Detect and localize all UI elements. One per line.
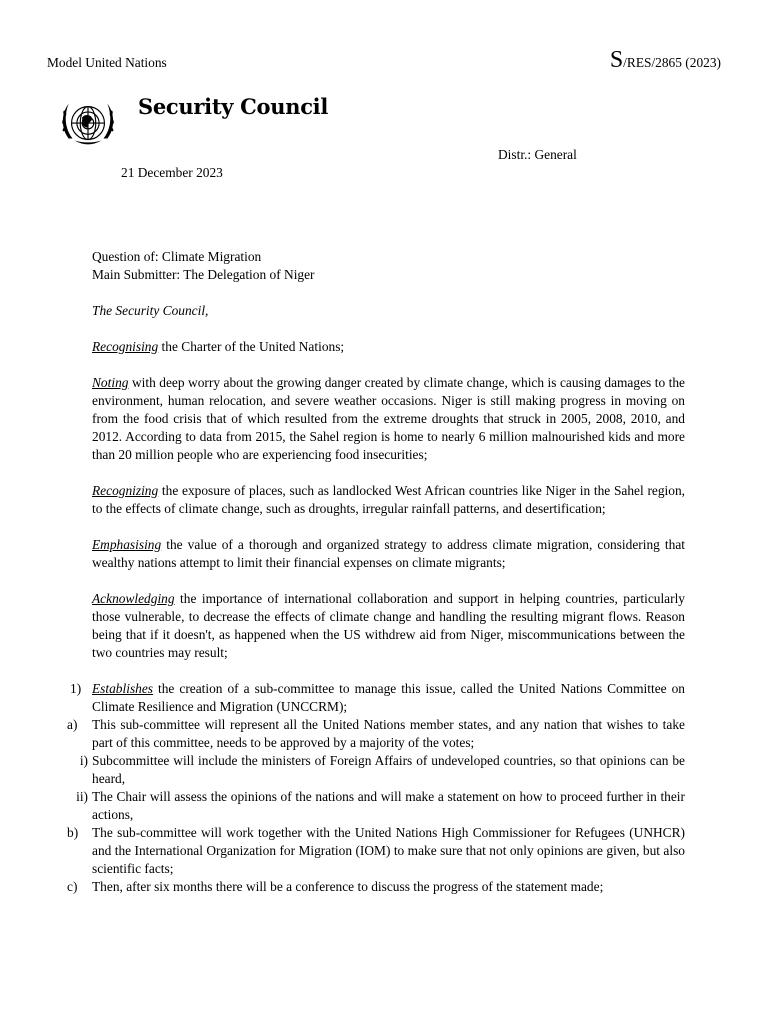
- un-emblem-icon: [59, 96, 117, 154]
- clause-text: the creation of a sub-committee to manage this issue, called the United Nations Committee on Climate Resilience and Migration (UNCCRM);: [92, 681, 685, 714]
- sub-clause-label: c): [67, 879, 78, 894]
- clause-verb: Recognizing: [92, 483, 159, 498]
- opening-phrase: The Security Council,: [92, 303, 209, 318]
- sub-clause-text: This sub-committee will represent all the United Nations member states, and any nation that wishes to take part of this committee, needs to be approved by a majority of the votes;: [92, 717, 685, 750]
- document-date: 21 December 2023: [121, 165, 223, 180]
- preambular-clause: [92, 374, 685, 464]
- symbol-prefix: S: [609, 47, 624, 73]
- question-line: Question of: Climate Migration: [92, 249, 262, 264]
- clause-text: with deep worry about the growing danger created by climate change, which is causing damages to the environment, human relocation, and severe weather occasions. Niger is still making progress in moving on from the food crisis that of which resulted from the extreme droughts that struck in 2005, 2008, 2010, and 2012. According to data from 2015, the Sahel region is home to nearly 6 million malnourished kids and more than 20 million people who are experiencing food insecurities;: [92, 375, 685, 462]
- organization-name: Model United Nations: [47, 55, 167, 70]
- sub-sub-clause-text: The Chair will assess the opinions of the nations and will make a statement on how to proceed further in their actions,: [92, 789, 685, 822]
- clause-verb: Acknowledging: [92, 591, 175, 606]
- sub-clause-label: b): [67, 825, 79, 840]
- sub-sub-clause-text: Subcommittee will include the ministers of Foreign Affairs of undeveloped countries, so that opinions can be heard,: [92, 753, 685, 786]
- clause-number: 1): [70, 681, 82, 696]
- resolution-body: [67, 248, 685, 896]
- clause-text: the value of a thorough and organized strategy to address climate migration, considering that wealthy nations attempt to limit their financial expenses on climate migrants;: [92, 537, 685, 570]
- document-symbol: [610, 47, 721, 74]
- clause-verb: Recognising: [92, 339, 159, 354]
- preambular-clause: [92, 590, 685, 662]
- submitter-line: Main Submitter: The Delegation of Niger: [92, 267, 315, 282]
- clause-verb: Establishes: [92, 681, 154, 696]
- preambular-clause: [92, 536, 685, 572]
- council-title: Security Council: [138, 94, 329, 119]
- clause-text: the exposure of places, such as landlocked West African countries like Niger in the Sahel region, to the effects of climate change, such as droughts, irregular rainfall patterns, and desertification;: [92, 483, 685, 516]
- clause-verb: Noting: [92, 375, 129, 390]
- symbol-number: /RES/2865 (2023): [623, 55, 721, 70]
- preambular-clause: [92, 482, 685, 518]
- sub-sub-clause: [79, 752, 685, 788]
- preambular-clause: [92, 338, 685, 356]
- sub-clause-text: The sub-committee will work together with the United Nations High Commissioner for Refugees (UNHCR) and the International Organization for Migration (IOM) to make sure that not only opinions are given, but also scientific facts;: [92, 825, 685, 876]
- clause-verb: Emphasising: [92, 537, 162, 552]
- sub-sub-clause-label: i): [79, 753, 88, 768]
- clause-text: the Charter of the United Nations;: [158, 339, 345, 354]
- sub-sub-clause: [76, 788, 685, 824]
- sub-clause-label: a): [67, 717, 78, 732]
- sub-clause: [67, 878, 685, 896]
- clause-text: the importance of international collaboration and support in helping countries, particularly those vulnerable, to decrease the effects of climate change and handling the resulting migrant flows. Reason being that if it doesn't, as happened when the US withdrew aid from Niger, miscommunications between the two countries may result;: [92, 591, 685, 660]
- distribution: Distr.: General: [498, 147, 577, 162]
- sub-clause: [67, 824, 685, 878]
- sub-clause: [67, 716, 685, 752]
- sub-clause-text: Then, after six months there will be a conference to discuss the progress of the statement made;: [92, 879, 604, 894]
- sub-sub-clause-label: ii): [76, 789, 88, 804]
- operative-clause: [70, 680, 685, 716]
